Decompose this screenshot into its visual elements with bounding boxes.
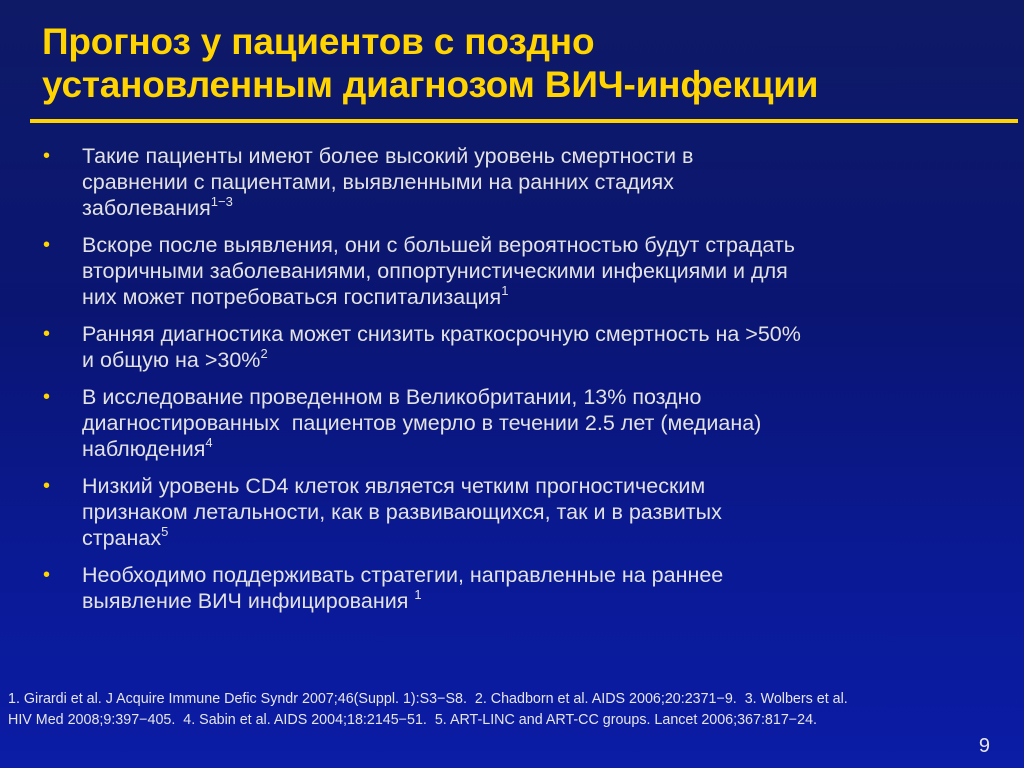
page-number: 9	[978, 735, 990, 757]
bullet-1-line-3-text: заболевания	[82, 196, 211, 220]
bullet-6-line-2	[82, 588, 1000, 614]
bullet-6-line-2-text: выявление ВИЧ инфицирования	[82, 589, 415, 613]
citation-superscript: 1−3	[210, 194, 233, 209]
bullet-list	[40, 143, 1000, 625]
bullet-marker: •	[43, 234, 51, 256]
bullet-2-line-3-text: них может потребоваться госпитализация	[82, 285, 502, 309]
bullet-3-line-2	[82, 347, 1000, 373]
bullet-item-6	[40, 562, 1000, 614]
citation-superscript: 5	[161, 524, 169, 539]
citation-superscript: 2	[260, 346, 268, 361]
bullet-3-line-2-text: и общую на >30%	[82, 348, 261, 372]
citation-superscript: 4	[205, 435, 213, 450]
bullet-3-line-1: Ранняя диагностика может снизить краткосрочную смертность на >50%	[82, 322, 801, 346]
bullet-2-line-3	[82, 284, 1000, 310]
bullet-1-line-3	[82, 195, 1000, 221]
bullet-4-line-2: диагностированных пациентов умерло в течении 2.5 лет (медиана)	[82, 411, 762, 435]
bullet-5-line-2: признаком летальности, как в развивающихся, так и в развитых	[82, 500, 722, 524]
slide-title	[42, 20, 982, 106]
bullet-marker: •	[43, 323, 51, 345]
bullet-4-line-3	[82, 436, 1000, 462]
bullet-marker: •	[43, 475, 51, 497]
slide-title-line-2: установленным диагнозом ВИЧ-инфекции	[42, 64, 819, 105]
bullet-2-line-2: вторичными заболеваниями, оппортунистическими инфекциями и для	[82, 259, 788, 283]
bullet-item-3	[40, 321, 1000, 373]
bullet-1-line-2: сравнении с пациентами, выявленными на ранних стадиях	[82, 170, 674, 194]
citation-superscript: 1	[501, 283, 509, 298]
bullet-marker: •	[43, 564, 51, 586]
bullet-6-line-1: Необходимо поддерживать стратегии, направленные на раннее	[82, 563, 724, 587]
bullet-1-line-1: Такие пациенты имеют более высокий уровень смертности в	[82, 144, 694, 168]
title-divider	[30, 119, 1018, 123]
bullet-5-line-3-text: странах	[82, 526, 162, 550]
bullet-5-line-1: Низкий уровень CD4 клеток является четким прогностическим	[82, 474, 706, 498]
references-line-2: HIV Med 2008;9:397−405. 4. Sabin et al. AIDS 2004;18:2145−51. 5. ART-LINC and ART-CC groups. Lancet 2006;367:817−24.	[8, 712, 818, 728]
bullet-5-line-3	[82, 525, 1000, 551]
bullet-item-1	[40, 143, 1000, 221]
slide-title-line-1: Прогноз у пациентов с поздно	[42, 21, 595, 62]
bullet-marker: •	[43, 145, 51, 167]
references-line-1: 1. Girardi et al. J Acquire Immune Defic Syndr 2007;46(Suppl. 1):S3−S8. 2. Chadborn et al. AIDS 2006;20:2371−9. 3. Wolbers et al.	[8, 691, 848, 707]
bullet-4-line-3-text: наблюдения	[82, 437, 206, 461]
bullet-item-5	[40, 473, 1000, 551]
bullet-4-line-1: В исследование проведенном в Великобритании, 13% поздно	[82, 385, 702, 409]
citation-superscript: 1	[414, 587, 422, 602]
bullet-item-2	[40, 232, 1000, 310]
references-footer	[8, 689, 1020, 731]
bullet-2-line-1: Вскоре после выявления, они с большей вероятностью будут страдать	[82, 233, 795, 257]
bullet-marker: •	[43, 386, 51, 408]
bullet-item-4	[40, 384, 1000, 462]
